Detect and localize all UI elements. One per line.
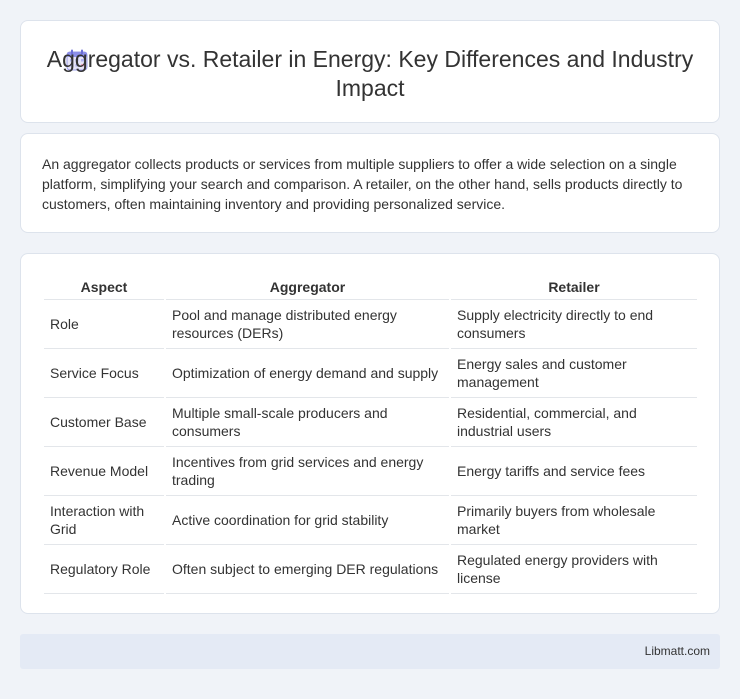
table-row [44,300,697,349]
cell-aspect: Customer Base [44,398,164,447]
cell-aggregator: Active coordination for grid stability [166,496,449,545]
intro-text: An aggregator collects products or services from multiple suppliers to offer a wide selection on a single platform, simplifying your search and comparison. A retailer, on the other hand, sells products directly to customers, often maintaining inventory and providing personalized service. [42,156,683,212]
cell-aspect: Revenue Model [44,447,164,496]
cell-retailer: Energy sales and customer management [451,349,697,398]
title-card [20,20,720,123]
cell-aspect: Interaction with Grid [44,496,164,545]
table-row [44,349,697,398]
cell-retailer: Regulated energy providers with license [451,545,697,594]
cell-aggregator: Incentives from grid services and energy trading [166,447,449,496]
comparison-table-card [20,253,720,614]
table-row [44,545,697,594]
intro-card [20,133,720,233]
cell-aspect: Service Focus [44,349,164,398]
cell-aggregator: Often subject to emerging DER regulations [166,545,449,594]
cell-aspect: Role [44,300,164,349]
table-row [44,496,697,545]
cell-retailer: Residential, commercial, and industrial users [451,398,697,447]
header-aggregator: Aggregator [166,274,449,300]
cell-aggregator: Pool and manage distributed energy resources (DERs) [166,300,449,349]
table-row [44,398,697,447]
footer [20,634,720,669]
cell-aspect: Regulatory Role [44,545,164,594]
page-title: Aggregator vs. Retailer in Energy: Key Differences and Industry Impact [46,46,694,101]
header-retailer: Retailer [451,274,697,300]
cell-retailer: Energy tariffs and service fees [451,447,697,496]
table-header-row [44,274,697,300]
cell-retailer: Primarily buyers from wholesale market [451,496,697,545]
table-row [44,447,697,496]
cell-aggregator: Multiple small-scale producers and consumers [166,398,449,447]
header-aspect: Aspect [44,274,164,300]
cell-aggregator: Optimization of energy demand and supply [166,349,449,398]
cell-retailer: Supply electricity directly to end consumers [451,300,697,349]
footer-brand-link[interactable]: Libmatt.com [644,644,710,658]
comparison-table [42,274,699,594]
